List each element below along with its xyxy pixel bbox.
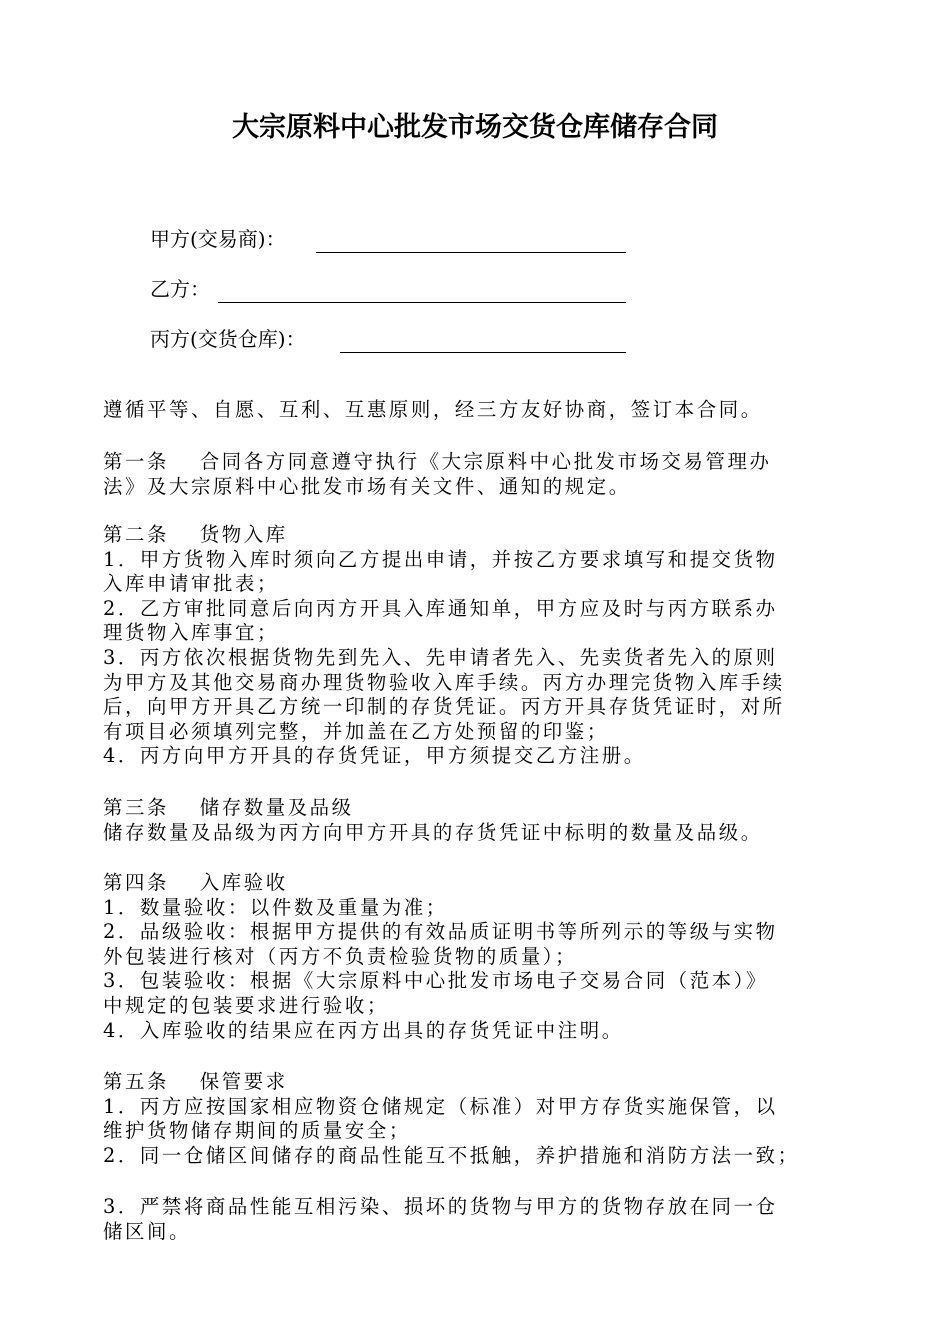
article-2-line: 有项目必须填列完整，并加盖在乙方处预留的印鉴； [103, 719, 609, 743]
article-3-line: 储存数量及品级为丙方向甲方开具的存货凭证中标明的数量及品级。 [103, 820, 763, 844]
party-b-blank [218, 280, 626, 303]
article-3 [103, 796, 853, 845]
article-5-continued [103, 1195, 853, 1244]
article-4-line: 4．入库验收的结果应在丙方出具的存货凭证中注明。 [103, 1018, 624, 1042]
article-5-heading: 第五条 保管要求 [103, 1070, 288, 1093]
article-4-line: 3．包装验收：根据《大宗原料中心批发市场电子交易合同（范本）》 [103, 969, 768, 993]
document-title: 大宗原料中心批发市场交货仓库储存合同 [232, 112, 718, 143]
party-a-blank [316, 230, 626, 253]
article-4-line: 1．数量验收：以件数及重量为准； [103, 895, 448, 919]
article-2-line: 1．甲方货物入库时须向乙方提出申请，并按乙方要求填写和提交货物 [103, 547, 778, 571]
article-1 [103, 450, 853, 499]
article-2-heading: 第二条 货物入库 [103, 523, 288, 546]
article-5-line: 3．严禁将商品性能互相污染、损坏的货物与甲方的货物存放在同一仓 [103, 1195, 778, 1218]
article-2-line: 2．乙方审批同意后向丙方开具入库通知单，甲方应及时与丙方联系办 [103, 596, 778, 620]
party-a-label: 甲方(交易商)： [150, 227, 286, 251]
party-c-blank [340, 330, 626, 353]
article-4-heading: 第四条 入库验收 [103, 871, 288, 894]
article-2-line: 3．丙方依次根据货物先到先入、先申请者先入、先卖货者先入的原则 [103, 645, 778, 669]
article-3-heading: 第三条 储存数量及品级 [103, 796, 354, 819]
article-2 [103, 523, 853, 769]
article-4 [103, 871, 853, 1043]
article-5-line: 2．同一仓储区间储存的商品性能互不抵触，养护措施和消防方法一致； [103, 1143, 800, 1167]
article-5-line: 维护货物储存期间的质量安全； [103, 1119, 411, 1143]
article-4-line: 外包装进行核对（丙方不负责检验货物的质量）； [103, 944, 578, 968]
party-c-label: 丙方(交货仓库)： [150, 327, 306, 351]
party-c [150, 324, 306, 354]
article-1-line: 法》及大宗原料中心批发市场有关文件、通知的规定。 [103, 474, 631, 498]
article-1-line: 第一条 合同各方同意遵守执行《大宗原料中心批发市场交易管理办 [103, 450, 772, 473]
article-2-line: 后，向甲方开具乙方统一印制的存货凭证。丙方开具存货凭证时，对所 [103, 695, 785, 719]
article-4-line: 2．品级验收：根据甲方提供的有效品质证明书等所列示的等级与实物 [103, 920, 778, 944]
party-b [150, 274, 210, 304]
article-5 [103, 1070, 853, 1168]
intro-paragraph: 遵循平等、自愿、互利、互惠原则，经三方友好协商，签订本合同。 [103, 398, 763, 421]
party-b-label: 乙方： [150, 277, 210, 301]
article-2-line: 4．丙方向甲方开具的存货凭证，甲方须提交乙方注册。 [103, 744, 646, 768]
article-5-line: 储区间。 [103, 1219, 191, 1243]
article-2-line: 理货物入库事宜； [103, 621, 279, 645]
article-2-line: 入库申请审批表； [103, 572, 279, 596]
party-a [150, 224, 286, 254]
article-2-line: 为甲方及其他交易商办理货物验收入库手续。丙方办理完货物入库手续 [103, 670, 785, 694]
article-4-line: 中规定的包装要求进行验收； [103, 993, 389, 1017]
article-5-line: 1．丙方应按国家相应物资仓储规定（标准）对甲方存货实施保管，以 [103, 1094, 778, 1118]
